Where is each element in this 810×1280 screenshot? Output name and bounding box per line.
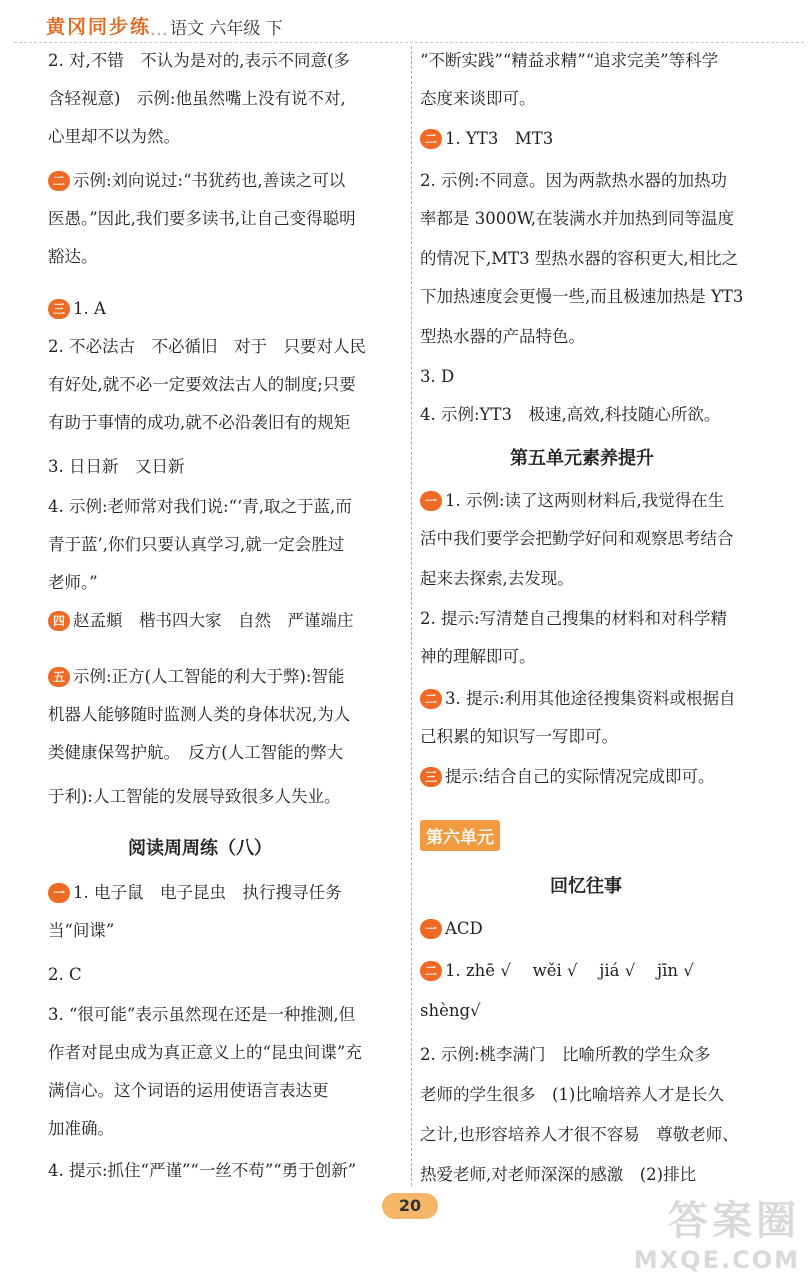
- answer-text: 率都是 3000W,在装满水并加热到同等温度: [420, 209, 735, 228]
- answer-text: 1. 电子鼠 电子昆虫 执行搜寻任务: [73, 883, 342, 902]
- watermark-url: MXQE.COM: [633, 1246, 800, 1274]
- answer-line: [48, 534, 344, 558]
- answer-line: [48, 964, 82, 988]
- answer-text: 提示:结合自己的实际情况完成即可。: [445, 767, 715, 786]
- answer-text: 4. 示例:老师常对我们说:“‘青,取之于蓝,而: [48, 497, 352, 516]
- section-number-badge: 一: [420, 491, 442, 511]
- answer-line: [48, 1118, 114, 1142]
- answer-line: [420, 1164, 696, 1188]
- answer-line: [48, 572, 98, 596]
- answer-line: [48, 610, 354, 634]
- answer-text: 3. 提示:利用其他途径搜集资料或根据自: [445, 689, 736, 708]
- answer-line: [420, 688, 736, 712]
- answer-text: 老师。”: [48, 573, 98, 592]
- answer-text: 2. 示例:不同意。因为两款热水器的加热功: [420, 171, 728, 190]
- answer-line: [48, 920, 114, 944]
- answer-text: 神的理解即可。: [420, 647, 536, 666]
- answer-text: 豁达。: [48, 247, 98, 266]
- answer-line: [420, 960, 694, 984]
- answer-line: [48, 704, 350, 728]
- answer-text: 4. 提示:抓住“严谨”“一丝不苟”“勇于创新”: [48, 1161, 357, 1180]
- answer-text: 含轻视意) 示例:他虽然嘴上没有说不对,: [48, 89, 346, 108]
- answer-line: [48, 496, 352, 520]
- answer-text: 1. YT3 MT3: [445, 129, 554, 148]
- answer-line: [420, 286, 743, 310]
- answer-text: 3. “很可能”表示虽然现在还是一种推测,但: [48, 1005, 356, 1024]
- answer-line: [420, 918, 483, 942]
- answer-line: [48, 1042, 362, 1066]
- answer-line: [420, 208, 734, 232]
- answer-text: 3. D: [420, 367, 455, 386]
- section-heading: 回忆往事: [550, 876, 622, 897]
- page-header: [0, 0, 810, 50]
- section-number-badge: 二: [48, 171, 70, 191]
- answer-line: [420, 608, 727, 632]
- answer-text: 活中我们要学会把勤学好问和观察思考结合: [420, 529, 734, 548]
- column-divider: [411, 46, 412, 1186]
- answer-line: [420, 490, 724, 514]
- answer-line: [420, 88, 536, 112]
- answer-line: [420, 726, 618, 750]
- answer-text: 机器人能够随时监测人类的身体状况,为人: [48, 705, 351, 724]
- answer-line: [420, 366, 454, 390]
- answer-text: 有助于事情的成功,就不必沿袭旧有的规矩: [48, 413, 351, 432]
- page-number: 20: [382, 1193, 438, 1219]
- answer-text: 己积累的知识写一写即可。: [420, 727, 618, 746]
- answer-text: 1. A: [73, 299, 106, 318]
- answer-line: [48, 170, 345, 194]
- answer-text: 2. 对,不错 不认为是对的,表示不同意(多: [48, 51, 350, 70]
- answer-line: [420, 326, 585, 350]
- answer-line: [48, 208, 356, 232]
- answer-text: ACD: [445, 919, 483, 938]
- answer-line: [420, 248, 738, 272]
- watermark-logo: 答案圈: [668, 1198, 800, 1244]
- answer-text: 态度来谈即可。: [420, 89, 536, 108]
- answer-text: 热爱老师,对老师深深的感激 (2)排比: [420, 1165, 697, 1184]
- section-number-badge: 四: [48, 611, 70, 631]
- answer-line: [48, 1160, 356, 1184]
- answer-text: 的情况下,MT3 型热水器的容积更大,相比之: [420, 249, 739, 268]
- answer-line: [420, 568, 574, 592]
- section-number-badge: 五: [48, 667, 70, 687]
- answer-text: 2. 不必法古 不必循旧 对于 只要对人民: [48, 337, 366, 356]
- header-decoration-icon: •••: [150, 30, 168, 41]
- header-divider: [14, 42, 804, 43]
- answer-text: 类健康保驾护航。 反方(人工智能的弊大: [48, 743, 344, 762]
- watermark: [634, 1189, 800, 1274]
- answer-text: 型热水器的产品特色。: [420, 327, 585, 346]
- answer-line: [48, 88, 346, 112]
- answer-text: 2. C: [48, 965, 82, 984]
- unit-label: 第六单元: [420, 820, 500, 851]
- section-number-badge: 二: [420, 961, 442, 981]
- answer-line: [48, 412, 350, 436]
- answer-text: 老师的学生很多 (1)比喻培养人才是长久: [420, 1085, 724, 1104]
- answer-line: [48, 374, 356, 398]
- answer-text: 下加热速度会更慢一些,而且极速加热是 YT3: [420, 287, 744, 306]
- answer-text: 心里却不以为然。: [48, 127, 180, 146]
- section-number-badge: 三: [420, 767, 442, 787]
- section-number-badge: 一: [48, 883, 70, 903]
- subject-grade: 语文 六年级 下: [170, 19, 283, 39]
- section-number-badge: 三: [48, 299, 70, 319]
- answer-line: [420, 646, 536, 670]
- answer-line: [48, 50, 350, 74]
- brand-logo: 黄冈同步练: [46, 16, 152, 38]
- answer-text: 赵孟頫 楷书四大家 自然 严谨端庄: [73, 611, 354, 630]
- answer-text: 之计,也形容培养人才很不容易 尊敬老师、: [420, 1125, 739, 1144]
- answer-line: [48, 786, 341, 810]
- answer-text: 加准确。: [48, 1119, 114, 1138]
- answer-line: [48, 126, 180, 150]
- answer-line: [420, 170, 727, 194]
- answer-line: [48, 456, 185, 480]
- section-number-badge: 二: [420, 129, 442, 149]
- section-heading: 第五单元素养提升: [510, 448, 654, 469]
- answer-text: 作者对昆虫成为真正意义上的“昆虫间谍”充: [48, 1043, 362, 1062]
- answer-text: 示例:正方(人工智能的利大于弊):智能: [73, 667, 345, 686]
- answer-line: [48, 1004, 355, 1028]
- answer-text: 青于蓝’,你们只要认真学习,就一定会胜过: [48, 535, 345, 554]
- answer-line: [420, 1084, 724, 1108]
- answer-text: 起来去探索,去发现。: [420, 569, 574, 588]
- answer-line: [48, 246, 98, 270]
- answer-text: 1. zhē √ wěi √ jiá √ jīn √: [445, 961, 694, 980]
- answer-text: 满信心。这个词语的运用使语言表达更: [48, 1081, 329, 1100]
- answer-line: [420, 1124, 739, 1148]
- answer-text: shèng√: [420, 1001, 481, 1020]
- answer-line: [420, 1044, 711, 1068]
- answer-line: [420, 404, 720, 428]
- answer-line: [420, 766, 715, 790]
- section-number-badge: 二: [420, 689, 442, 709]
- answer-line: [420, 128, 553, 152]
- answer-text: 2. 示例:桃李满门 比喻所教的学生众多: [420, 1045, 711, 1064]
- answer-line: [48, 666, 345, 690]
- answer-text: 于利):人工智能的发展导致很多人失业。: [48, 787, 341, 806]
- answer-line: [420, 528, 734, 552]
- answer-text: 3. 日日新 又日新: [48, 457, 185, 476]
- answer-line: [48, 1080, 329, 1104]
- section-heading: 阅读周周练（八）: [128, 838, 272, 859]
- answer-line: [48, 882, 342, 906]
- answer-text: 4. 示例:YT3 极速,高效,科技随心所欲。: [420, 405, 721, 424]
- answer-text: 1. 示例:读了这两则材料后,我觉得在生: [445, 491, 725, 510]
- answer-line: [48, 298, 106, 322]
- answer-line: [48, 742, 343, 766]
- answer-line: [420, 50, 718, 74]
- answer-text: 示例:刘向说过:“书犹药也,善读之可以: [73, 171, 346, 190]
- answer-text: 2. 提示:写清楚自己搜集的材料和对科学精: [420, 609, 728, 628]
- section-number-badge: 一: [420, 919, 442, 939]
- answer-text: “不断实践”“精益求精”“追求完美”等科学: [420, 51, 719, 70]
- answer-line: [420, 1000, 481, 1024]
- answer-text: 当“间谍”: [48, 921, 115, 940]
- answer-text: 有好处,就不必一定要效法古人的制度;只要: [48, 375, 356, 394]
- answer-text: 医愚。”因此,我们要多读书,让自己变得聪明: [48, 209, 356, 228]
- answer-line: [48, 336, 366, 360]
